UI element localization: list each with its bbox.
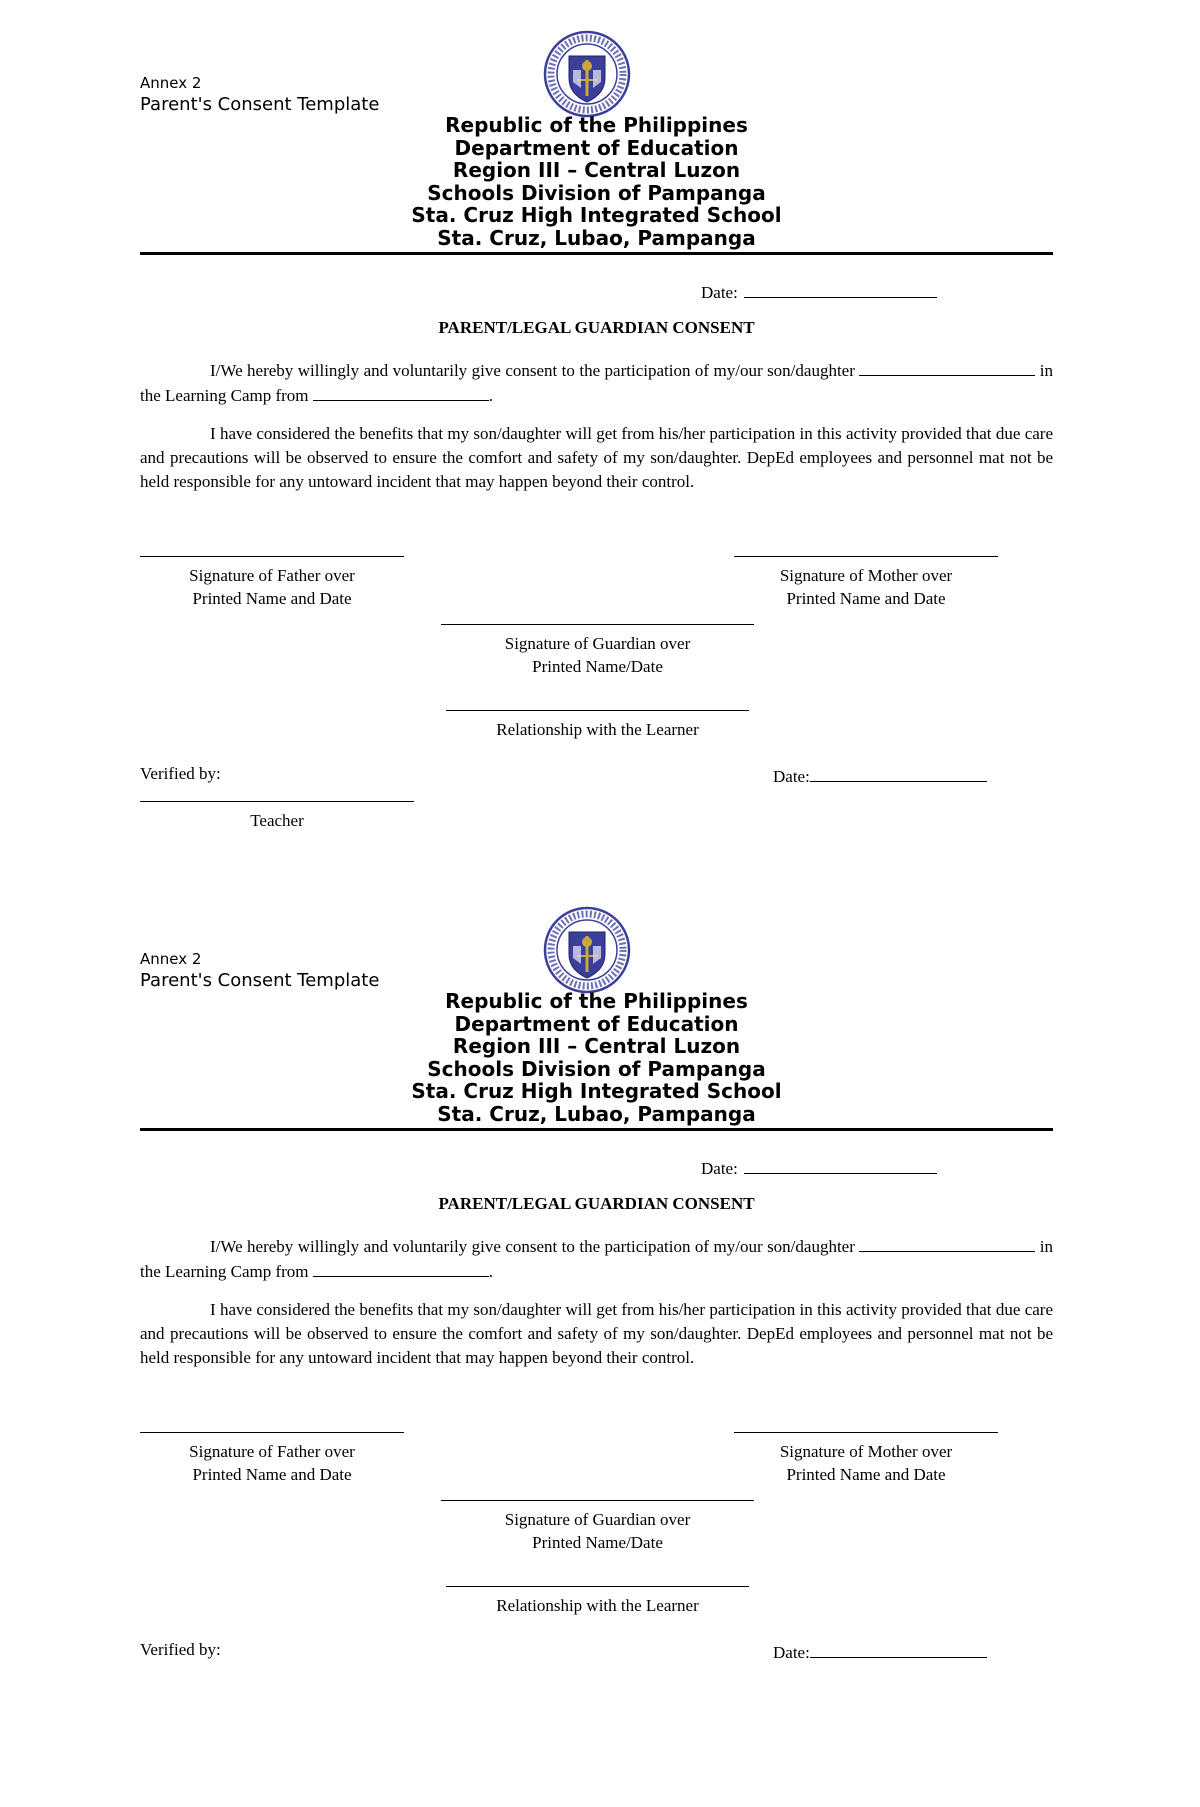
date-blank[interactable] [744, 280, 937, 298]
teacher-caption: Teacher [250, 811, 304, 830]
father-signature-block [140, 556, 404, 610]
consent-form-copy-1 [140, 30, 1053, 830]
letterhead-line: Sta. Cruz, Lubao, Pampanga [437, 1101, 756, 1126]
signature-line[interactable] [140, 801, 414, 802]
relationship-line[interactable] [446, 1586, 749, 1587]
letterhead-line: Republic of the Philippines [445, 113, 748, 137]
mother-signature-block [734, 556, 998, 610]
learner-name-blank[interactable] [859, 1234, 1035, 1252]
consent-paragraph-2 [140, 1298, 1053, 1370]
camp-text: in the Learning Camp from [140, 361, 1054, 405]
signature-line[interactable] [734, 1432, 998, 1433]
signature-caption: Signature of Father over [189, 1442, 355, 1461]
verified-date-field [773, 1640, 987, 1663]
relationship-block [446, 1586, 749, 1617]
guardian-signature-block [441, 624, 754, 678]
period: . [488, 1262, 494, 1281]
camp-date-blank[interactable] [313, 383, 489, 401]
signature-caption: Printed Name and Date [786, 589, 946, 608]
signature-caption: Signature of Guardian over [504, 634, 691, 653]
date-label: Date: [701, 1159, 738, 1178]
consent-title: PARENT/LEGAL GUARDIAN CONSENT [438, 318, 755, 337]
date-label: Date: [773, 1643, 810, 1662]
consent-form-copy-2 [140, 906, 1053, 1706]
signature-caption: Printed Name and Date [192, 1465, 352, 1484]
signature-caption: Printed Name/Date [532, 1533, 663, 1552]
verified-date-blank[interactable] [810, 764, 987, 782]
letterhead-line: Sta. Cruz High Integrated School [411, 203, 782, 228]
benefits-text: I have considered the benefits that my son/daughter will get from his/her participation in this activity provided that due care and precautions will be observed to ensure the comfort and safety of my son/daughter. DepEd employees and personnel mat not be held responsible for any untoward incident that may happen beyond their control. [140, 424, 1053, 491]
letterhead-line: Schools Division of Pampanga [427, 1056, 766, 1081]
verified-by-label: Verified by: [140, 1640, 221, 1659]
letterhead-line: Schools Division of Pampanga [427, 180, 766, 205]
letterhead-line: Sta. Cruz High Integrated School [411, 1079, 782, 1104]
consent-title: PARENT/LEGAL GUARDIAN CONSENT [438, 1194, 755, 1213]
signature-line[interactable] [140, 1432, 404, 1433]
header-divider [140, 1128, 1053, 1131]
teacher-signature-block [140, 801, 414, 832]
date-blank[interactable] [744, 1156, 937, 1174]
guardian-signature-block [441, 1500, 754, 1554]
signature-caption: Signature of Father over [189, 566, 355, 585]
learner-name-blank[interactable] [859, 358, 1035, 376]
consent-paragraph-1 [140, 1234, 1053, 1284]
date-label: Date: [701, 283, 738, 302]
relationship-line[interactable] [446, 710, 749, 711]
camp-date-blank[interactable] [313, 1259, 489, 1277]
signature-line[interactable] [734, 556, 998, 557]
camp-text: in the Learning Camp from [140, 1237, 1054, 1281]
consent-paragraph-1 [140, 358, 1053, 408]
letterhead-line: Region III – Central Luzon [452, 1034, 741, 1059]
letterhead [140, 114, 1053, 250]
letterhead-line: Department of Education [454, 135, 739, 160]
header-divider [140, 252, 1053, 255]
signature-line[interactable] [441, 624, 754, 625]
letterhead-line: Sta. Cruz, Lubao, Pampanga [437, 225, 756, 250]
date-field [701, 280, 937, 303]
relationship-block [446, 710, 749, 741]
letterhead [140, 990, 1053, 1126]
signature-line[interactable] [441, 1500, 754, 1501]
consent-text: I/We hereby willingly and voluntarily give consent to the participation of my/our son/daughter [210, 1237, 855, 1256]
deped-seal-icon [543, 906, 631, 994]
template-name: Parent's Consent Template [140, 94, 380, 115]
signature-caption: Signature of Mother over [779, 566, 953, 585]
consent-text: I/We hereby willingly and voluntarily give consent to the participation of my/our son/daughter [210, 361, 855, 380]
period: . [488, 386, 494, 405]
date-field [701, 1156, 937, 1179]
signature-caption: Printed Name and Date [786, 1465, 946, 1484]
relationship-caption: Relationship with the Learner [496, 1596, 699, 1615]
signature-line[interactable] [140, 556, 404, 557]
signature-caption: Signature of Mother over [779, 1442, 953, 1461]
relationship-caption: Relationship with the Learner [496, 720, 699, 739]
verified-date-blank[interactable] [810, 1640, 987, 1658]
signature-caption: Printed Name and Date [192, 589, 352, 608]
signature-caption: Printed Name/Date [532, 657, 663, 676]
letterhead-line: Republic of the Philippines [445, 989, 748, 1013]
mother-signature-block [734, 1432, 998, 1486]
letterhead-line: Department of Education [454, 1011, 739, 1036]
deped-seal-icon [543, 30, 631, 118]
date-label: Date: [773, 767, 810, 786]
verified-by-label: Verified by: [140, 764, 221, 783]
verified-date-field [773, 764, 987, 787]
father-signature-block [140, 1432, 404, 1486]
annex-label: Annex 2 [140, 74, 202, 92]
letterhead-line: Region III – Central Luzon [452, 158, 741, 183]
annex-label: Annex 2 [140, 950, 202, 968]
template-name: Parent's Consent Template [140, 970, 380, 991]
signature-caption: Signature of Guardian over [504, 1510, 691, 1529]
benefits-text: I have considered the benefits that my son/daughter will get from his/her participation in this activity provided that due care and precautions will be observed to ensure the comfort and safety of my son/daughter. DepEd employees and personnel mat not be held responsible for any untoward incident that may happen beyond their control. [140, 1300, 1053, 1367]
consent-paragraph-2 [140, 422, 1053, 494]
